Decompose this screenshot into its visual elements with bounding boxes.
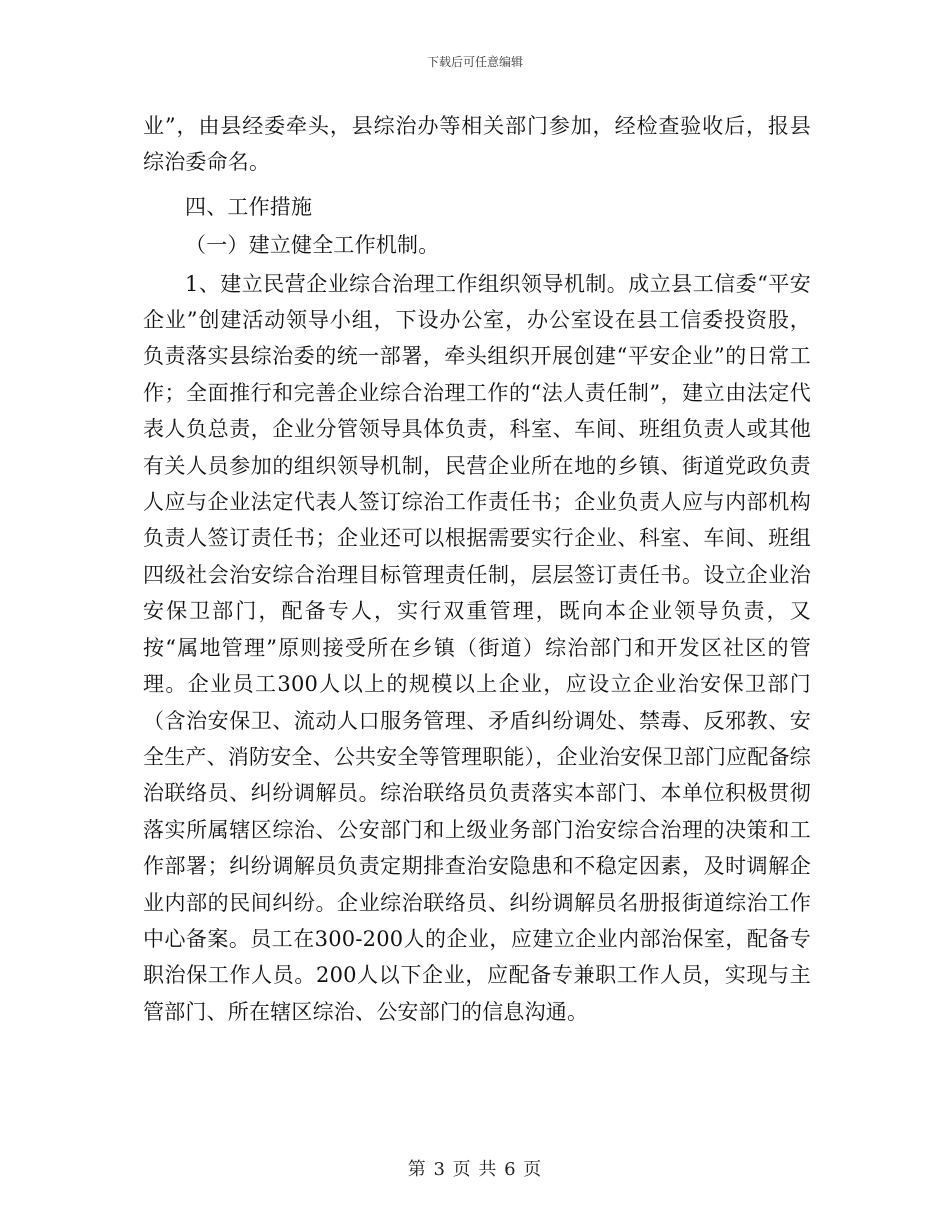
document-body: [143, 108, 811, 1030]
page-header-note: 下载后可任意编辑: [426, 55, 523, 69]
continuation-paragraph: 业”，由县经委牵头，县综治办等相关部门参加，经检查验收后，报县综治委命名。: [143, 114, 811, 175]
body-paragraph: 1、建立民营企业综合治理工作组织领导机制。成立县工信委“平安企业”创建活动领导小组，下设办公室，办公室设在县工信委投资股，负责落实县综治委的统一部署，牵头组织开展创建“平安企业”的日常工作；全面推行和完善企业综合治理工作的“法人责任制”，建立由法定代表人负总责，企业分管领导具体负责，科室、车间、班组负责人或其他有关人员参加的组织领导机制，民营企业所在地的乡镇、街道党政负责人应与企业法定代表人签订综治工作责任书；企业负责人应与内部机构负责人签订责任书；企业还可以根据需要实行企业、科室、车间、班组四级社会治安综合治理目标管理责任制，层层签订责任书。设立企业治安保卫部门，配备专人，实行双重管理，既向本企业领导负责，又按“属地管理”原则接受所在乡镇（街道）综治部门和开发区社区的管理。企业员工300人以上的规模以上企业，应设立企业治安保卫部门（含治安保卫、流动人口服务管理、矛盾纠纷调处、禁毒、反邪教、安全生产、消防安全、公共安全等管理职能），企业治安保卫部门应配备综治联络员、纠纷调解员。综治联络员负责落实本部门、本单位积极贯彻落实所属辖区综治、公安部门和上级业务部门治安综合治理的决策和工作部署；纠纷调解员负责定期排查治安隐患和不稳定因素，及时调解企业内部的民间纠纷。企业综治联络员、纠纷调解员名册报街道综治工作中心备案。员工在300-200人的企业，应建立企业内部治保室，配备专职治保工作人员。200人以下企业，应配备专兼职工作人员，实现与主管部门、所在辖区综治、公安部门的信息沟通。: [143, 271, 811, 1024]
subsection-heading: （一）建立健全工作机制。: [185, 233, 440, 258]
section-heading: 四、工作措施: [185, 194, 313, 219]
page-number: 第 3 页 共 6 页: [407, 1159, 543, 1180]
